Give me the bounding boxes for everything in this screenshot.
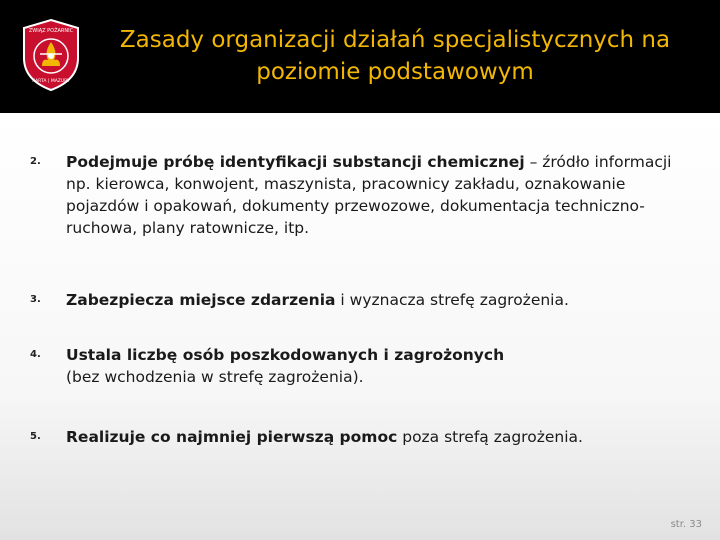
list-item-bold: Zabezpiecza miejsce zdarzenia (66, 291, 336, 309)
list-item-bold: Ustala liczbę osób poszkodowanych i zagrożonych (66, 346, 505, 364)
header-bar (0, 0, 720, 113)
list-item-rest: poza strefą zagrożenia. (397, 428, 583, 446)
list-item-rest: (bez wchodzenia w strefę zagrożenia). (66, 368, 364, 386)
list-item-rest: i wyznacza strefę zagrożenia. (335, 291, 569, 309)
list-item-text (66, 151, 696, 239)
page-number: str. 33 (670, 519, 702, 530)
list-item-number: 5. (30, 431, 41, 442)
list-item-text (66, 426, 696, 448)
list-item-text (66, 344, 696, 388)
slide-title-line-1: Zasady organizacji działań specjalistycznych na (119, 27, 671, 53)
list-item-number: 4. (30, 349, 41, 360)
list-item-rest: – źródło informacji np. kierowca, konwojent, maszynista, pracownicy zakładu, oznakowanie pojazdów i opakowań, dokumenty przewozowe, dokumentacja techniczno-ruchowa, plany ratownicze, itp. (66, 153, 672, 237)
list-item-text (66, 289, 696, 311)
list-item-number: 3. (30, 294, 41, 305)
list-item-number: 2. (30, 156, 41, 167)
content-area (0, 113, 720, 540)
list-item-bold: Realizuje co najmniej pierwszą pomoc (66, 428, 398, 446)
logo-text-top: ZWIĄZ POŻARNIC (28, 28, 74, 34)
logo-text-bottom: KARTA | MAZURY (32, 79, 70, 84)
fire-brigade-emblem-icon (20, 18, 82, 92)
list-item-bold: Podejmuje próbę identyfikacji substancji chemicznej (66, 153, 525, 171)
slide-title (95, 24, 695, 88)
slide-title-line-2: poziomie podstawowym (256, 59, 534, 85)
